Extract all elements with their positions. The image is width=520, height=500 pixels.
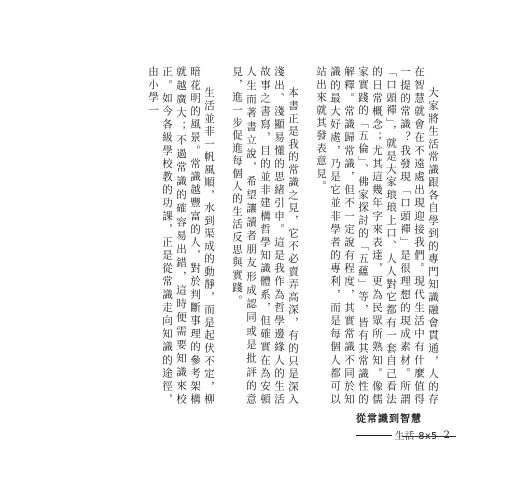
series-label: 生活 8x5: [394, 431, 438, 442]
paragraph-2: 本書正是我的常識之見，它不必賣弄高深，有的只是深入淺出、淺顯易懂的思緒引申。這是我作為哲學邊緣人的生活故事之書寫，目的並非建構哲學知識體系，但確實在為安頓人生而著書立說，希望讓讀者朋友形成認同或是批評的意見，進一步促進每個人的生活反思與實踐。: [231, 66, 299, 406]
footer-dash: [356, 435, 392, 436]
page-footer: [320, 410, 450, 442]
running-title: 從常識到智慧: [356, 414, 422, 425]
page-number-underline: [402, 436, 456, 437]
paragraph-1: 大家將生活常識跟各自學到的專門知識融會貫通，人的存在智慧就會在不遠處出現迎接我們。現代生活中有什麼值得一提的常識？我發現「口頭禪」是很理想的現成素材。所謂「口頭禪」，就是大家琅琅上口、人人對它都有一套自己看法的日常概念；尤其這幾年字來表達，更為民眾所熟知。像儒家實踐的「五倫」、佛家探討的「五蘊」等，皆有其常識性的解釋。常識歸常識，但不一定說有程度，其實常識不同於知識的最大好處，乃是它並非學者的專利，而是每個人都可以站出來就其發表意見。: [315, 66, 439, 406]
paragraph-3: 生活並非一帆風順，水到渠成的動靜，而是起伏不定，柳暗花明的風景。常識越豐富的人，對於判斷事理的參考架構就越廣大；不過常識的確容易出錯，這時便需要知識來校正。如今各級學校教的功課，正是從常識走向知識的途徑，由小學一: [147, 66, 215, 406]
footer-line: [320, 428, 450, 442]
body-text: [115, 66, 440, 406]
page-number: 2: [443, 429, 450, 441]
